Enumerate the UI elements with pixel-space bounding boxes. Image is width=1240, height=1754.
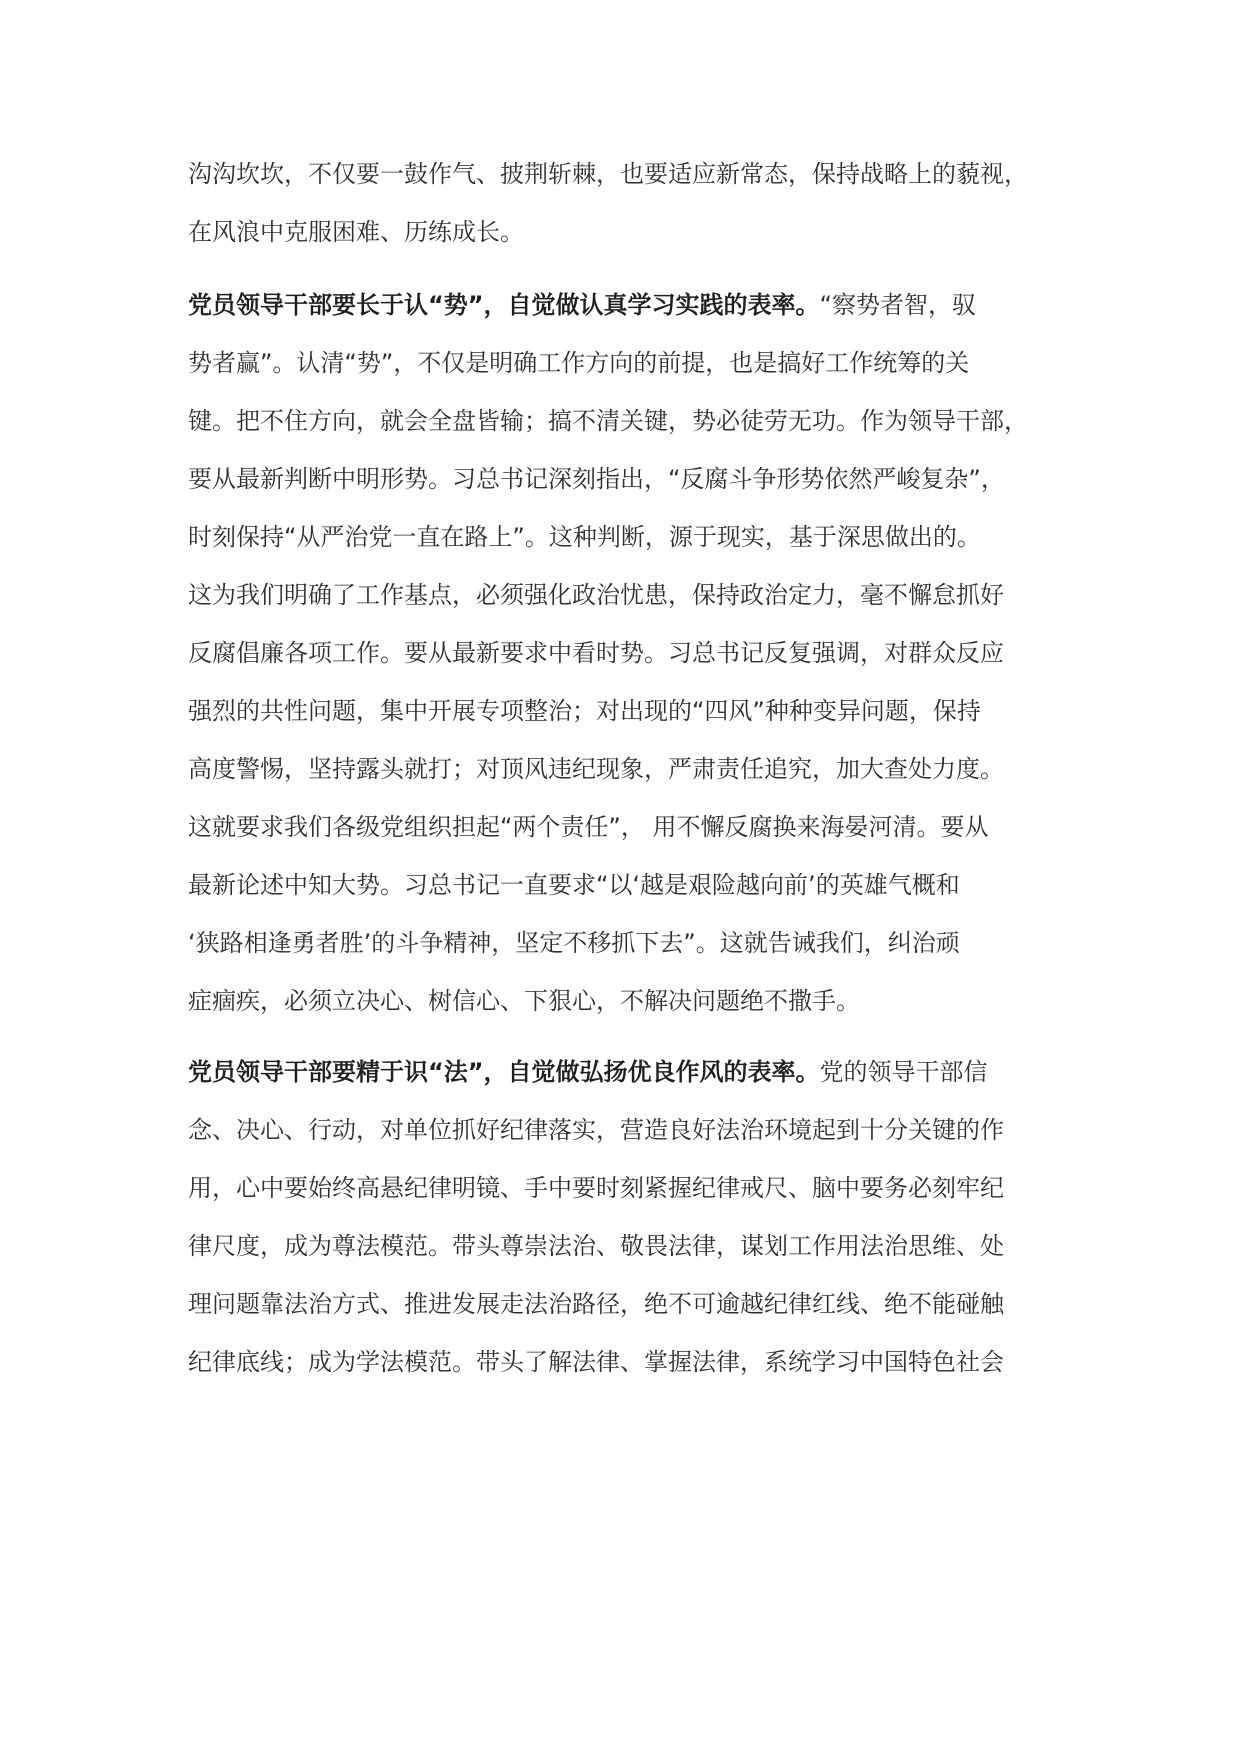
body-text: 键。把不住方向，就会全盘皆输；搞不清关键，势必徒劳无功。作为领导干部，	[188, 407, 1028, 435]
body-text: 反腐倡廉各项工作。要从最新要求中看时势。习总书记反复强调，对群众反应	[188, 639, 1004, 667]
paragraph-3-line-4	[188, 1226, 1088, 1266]
body-text: 最新论述中知大势。习总书记一直要求“以‘越是艰险越向前’的英雄气概和	[188, 871, 960, 899]
paragraph-2-line-7	[188, 633, 1088, 673]
paragraph-2-line-5	[188, 517, 1088, 557]
paragraph-1-line-1	[188, 154, 1088, 194]
bold-heading-text: 党员领导干部要长于认“势”，自觉做认真学习实践的表率。	[188, 291, 820, 319]
body-text: 在风浪中克服困难、历练成长。	[188, 218, 524, 246]
body-text: 时刻保持“从严治党一直在路上”。这种判断，源于现实，基于深思做出的。	[188, 523, 981, 551]
body-text: 高度警惕，坚持露头就打；对顶风违纪现象，严肃责任追究，加大查处力度。	[188, 755, 1004, 783]
paragraph-2-line-2	[188, 343, 1088, 383]
bold-heading-text: 党员领导干部要精于识“法”，自觉做弘扬优良作风的表率。	[188, 1058, 820, 1086]
paragraph-3-line-3	[188, 1168, 1088, 1208]
paragraph-2-line-4	[188, 459, 1088, 499]
body-text: 律尺度，成为尊法模范。带头尊崇法治、敬畏法律，谋划工作用法治思维、处	[188, 1232, 1004, 1260]
body-text: 强烈的共性问题，集中开展专项整治；对出现的“四风”种种变异问题，保持	[188, 697, 981, 725]
paragraph-2-line-11	[188, 865, 1088, 905]
paragraph-2-line-3	[188, 401, 1088, 441]
body-text: 念、决心、行动，对单位抓好纪律落实，营造良好法治环境起到十分关键的作	[188, 1116, 1004, 1144]
paragraph-3-line-1	[188, 1052, 1088, 1092]
body-text: 要从最新判断中明形势。习总书记深刻指出，“反腐斗争形势依然严峻复杂”，	[188, 465, 1005, 493]
paragraph-2-line-10	[188, 807, 1088, 847]
paragraph-2-line-1	[188, 285, 1088, 325]
paragraph-3-line-2	[188, 1110, 1088, 1150]
paragraph-2-line-13	[188, 981, 1088, 1021]
paragraph-2-line-9	[188, 749, 1088, 789]
body-text: 沟沟坎坎，不仅要一鼓作气、披荆斩棘，也要适应新常态，保持战略上的藐视，	[188, 160, 1028, 188]
body-text: 理问题靠法治方式、推进发展走法治路径，绝不可逾越纪律红线、绝不能碰触	[188, 1290, 1004, 1318]
body-text: “察势者智，驭	[819, 291, 976, 319]
paragraph-3-line-6	[188, 1342, 1088, 1382]
body-text: ‘狭路相逢勇者胜’的斗争精神，坚定不移抓下去”。这就告诫我们，纠治顽	[188, 929, 960, 957]
paragraph-3-line-5	[188, 1284, 1088, 1324]
paragraph-1-line-2	[188, 212, 1088, 252]
body-text: 症痼疾，必须立决心、树信心、下狠心，不解决问题绝不撒手。	[188, 987, 860, 1015]
paragraph-2-line-12	[188, 923, 1088, 963]
body-text: 势者赢”。认清“势”，不仅是明确工作方向的前提，也是搞好工作统筹的关	[188, 349, 970, 377]
body-text: 纪律底线；成为学法模范。带头了解法律、掌握法律，系统学习中国特色社会	[188, 1348, 1004, 1376]
body-text: 党的领导干部信	[819, 1058, 988, 1086]
paragraph-2-line-8	[188, 691, 1088, 731]
body-text: 这就要求我们各级党组织担起“两个责任”， 用不懈反腐换来海晏河清。要从	[188, 813, 989, 841]
paragraph-2-line-6	[188, 575, 1088, 615]
body-text: 用，心中要始终高悬纪律明镜、手中要时刻紧握纪律戒尺、脑中要务必刻牢纪	[188, 1174, 1004, 1202]
body-text: 这为我们明确了工作基点，必须强化政治忧患，保持政治定力，毫不懈怠抓好	[188, 581, 1004, 609]
